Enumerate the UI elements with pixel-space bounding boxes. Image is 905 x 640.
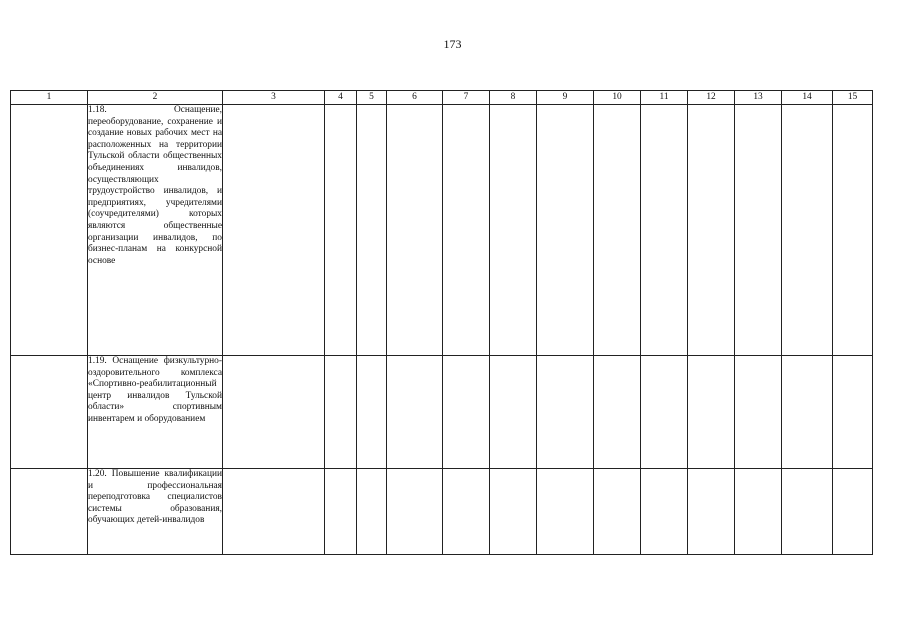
col-header-7: 7 bbox=[443, 91, 490, 105]
table-cell bbox=[782, 469, 833, 555]
table-cell bbox=[537, 356, 594, 469]
table-cell bbox=[782, 105, 833, 356]
table-row bbox=[11, 105, 873, 356]
table-cell bbox=[325, 356, 357, 469]
table-cell bbox=[223, 469, 325, 555]
table-cell bbox=[735, 469, 782, 555]
table-cell bbox=[594, 469, 641, 555]
table-cell bbox=[11, 469, 88, 555]
col-header-2: 2 bbox=[88, 91, 223, 105]
table-cell bbox=[833, 105, 873, 356]
col-header-8: 8 bbox=[490, 91, 537, 105]
col-header-11: 11 bbox=[641, 91, 688, 105]
col-header-12: 12 bbox=[688, 91, 735, 105]
table-cell bbox=[833, 356, 873, 469]
table-cell bbox=[387, 469, 443, 555]
table-cell bbox=[735, 105, 782, 356]
table-cell bbox=[490, 469, 537, 555]
item-description: 1.18. Оснащение, переоборудование, сохранение и создание новых рабочих мест на расположенных на территории Тульской области общественных объединениях инвалидов, осуществляющих трудоустройство инвалидов, и предприятиях, учредителями (соучредителями) которых являются общественные организации инвалидов, по бизнес-планам на конкурсной основе bbox=[88, 105, 223, 356]
table-cell bbox=[490, 105, 537, 356]
col-header-5: 5 bbox=[357, 91, 387, 105]
table-cell bbox=[223, 105, 325, 356]
table-cell bbox=[688, 469, 735, 555]
col-header-6: 6 bbox=[387, 91, 443, 105]
col-header-13: 13 bbox=[735, 91, 782, 105]
table-cell bbox=[594, 105, 641, 356]
page-number: 173 bbox=[443, 37, 462, 51]
table-cell bbox=[325, 105, 357, 356]
table-row bbox=[11, 469, 873, 555]
item-description: 1.19. Оснащение физкультурно-оздоровительного комплекса «Спортивно-реабилитационный центр инвалидов Тульской области» спортивным инвентарем и оборудованием bbox=[88, 356, 223, 469]
table-cell bbox=[357, 356, 387, 469]
col-header-15: 15 bbox=[833, 91, 873, 105]
table-cell bbox=[223, 356, 325, 469]
table-cell bbox=[387, 105, 443, 356]
table-cell bbox=[490, 356, 537, 469]
table-cell bbox=[537, 105, 594, 356]
table-cell bbox=[833, 469, 873, 555]
col-header-4: 4 bbox=[325, 91, 357, 105]
table-row bbox=[11, 356, 873, 469]
table-cell bbox=[641, 356, 688, 469]
table-cell bbox=[782, 356, 833, 469]
col-header-3: 3 bbox=[223, 91, 325, 105]
table-cell bbox=[443, 105, 490, 356]
table-cell bbox=[641, 105, 688, 356]
col-header-9: 9 bbox=[537, 91, 594, 105]
table-cell bbox=[688, 356, 735, 469]
data-table bbox=[10, 90, 873, 555]
table-cell bbox=[537, 469, 594, 555]
table-cell bbox=[443, 469, 490, 555]
table-cell bbox=[641, 469, 688, 555]
col-header-10: 10 bbox=[594, 91, 641, 105]
table-cell bbox=[357, 105, 387, 356]
col-header-1: 1 bbox=[11, 91, 88, 105]
item-description: 1.20. Повышение квалификации и профессиональная переподготовка специалистов системы образования, обучающих детей-инвалидов bbox=[88, 469, 223, 555]
col-header-14: 14 bbox=[782, 91, 833, 105]
header-row bbox=[11, 91, 873, 105]
table-cell bbox=[688, 105, 735, 356]
table-cell bbox=[735, 356, 782, 469]
table-cell bbox=[11, 105, 88, 356]
table-cell bbox=[357, 469, 387, 555]
table-cell bbox=[443, 356, 490, 469]
table-cell bbox=[594, 356, 641, 469]
table-cell bbox=[325, 469, 357, 555]
table-cell bbox=[387, 356, 443, 469]
table-cell bbox=[11, 356, 88, 469]
